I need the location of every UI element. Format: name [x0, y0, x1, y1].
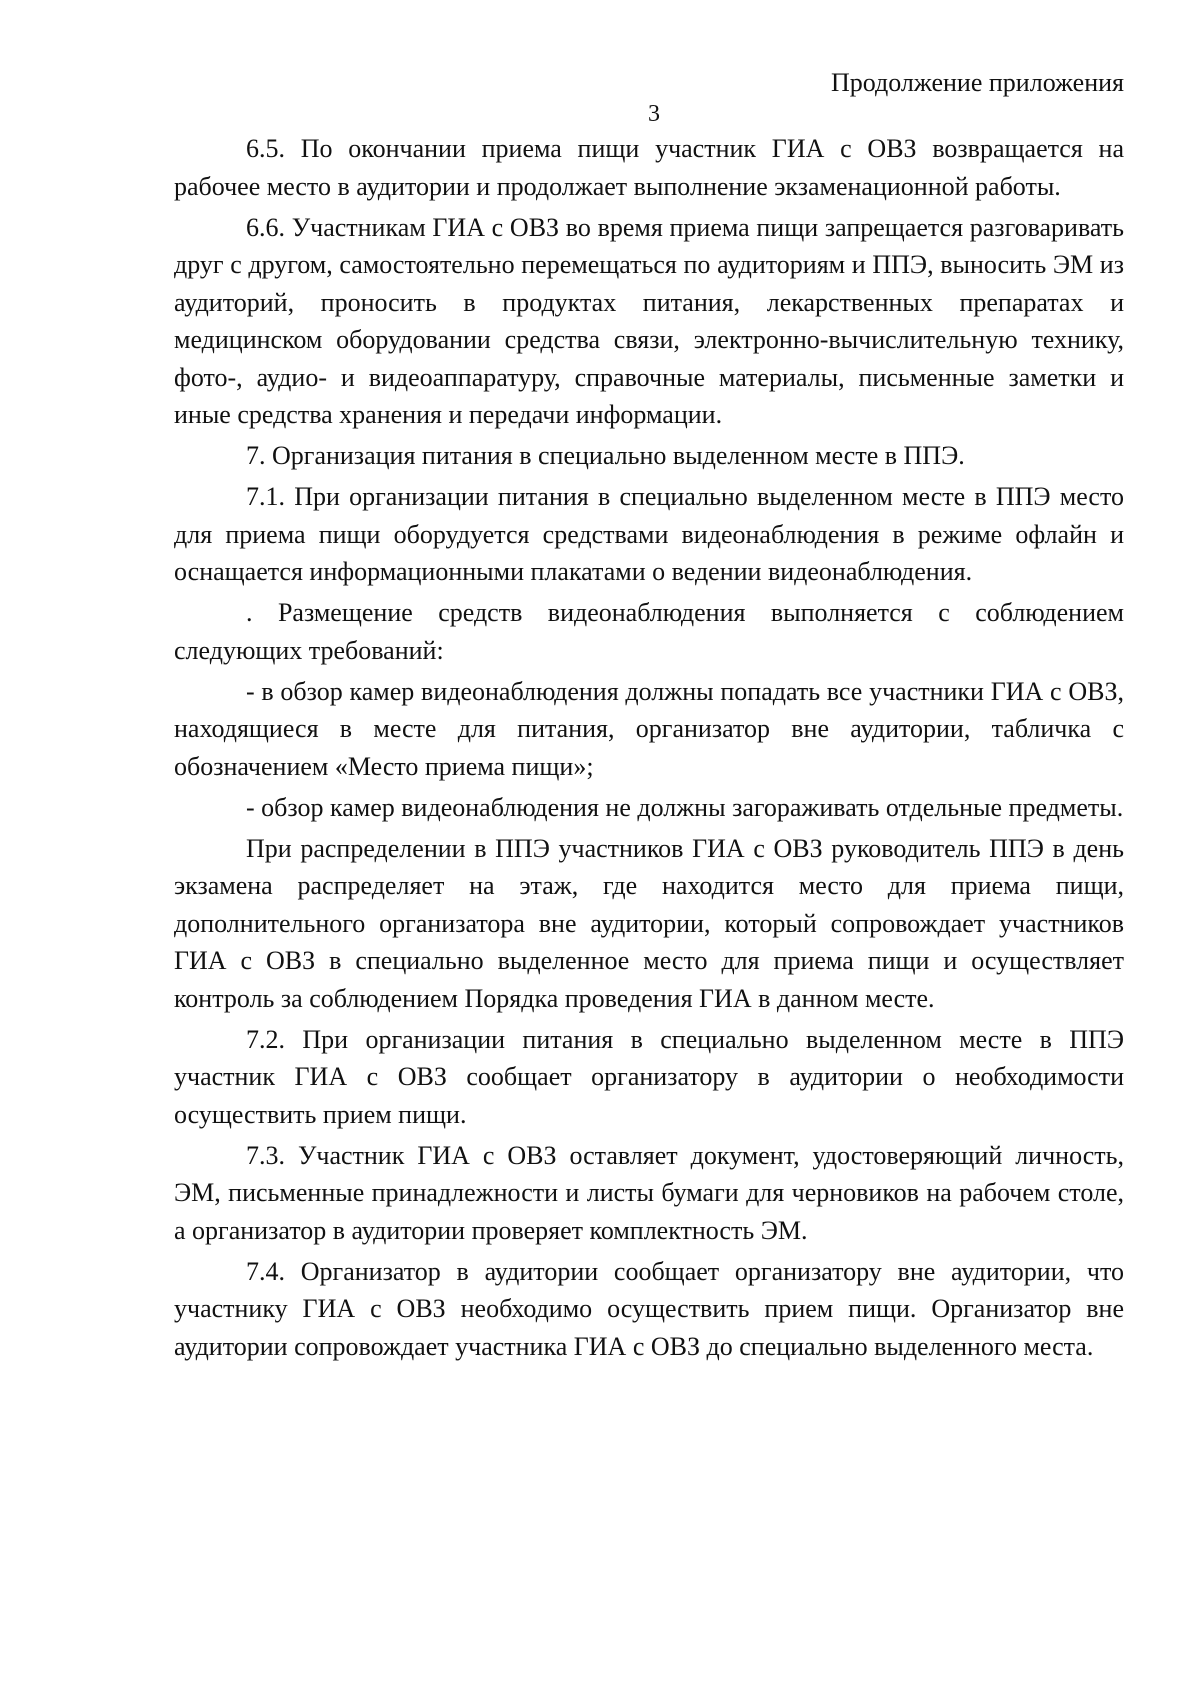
- section-7-heading: 7. Организация питания в специально выделенном месте в ППЭ.: [246, 441, 965, 470]
- paragraph-7-1: 7.1. При организации питания в специально выделенном месте в ППЭ место для приема пищи оборудуется средствами видеонаблюдения в режиме офлайн и оснащается информационными плакатами о ведении видеонаблюдения.: [174, 482, 1124, 586]
- paragraph-6-6: 6.6. Участникам ГИА с ОВЗ во время приема пищи запрещается разговаривать друг с другом, самостоятельно перемещаться по аудиториям и ППЭ, выносить ЭМ из аудиторий, проносить в продуктах питания, лекарственных препаратах и медицинском оборудовании средства связи, электронно-вычислительную технику, фото-, аудио- и видеоаппаратуру, справочные материалы, письменные заметки и иные средства хранения и передачи информации.: [174, 212, 1124, 429]
- paragraph-camera-placement: . Размещение средств видеонаблюдения выполняется с соблюдением следующих требований:: [174, 598, 1124, 665]
- paragraph-7-3: 7.3. Участник ГИА с ОВЗ оставляет документ, удостоверяющий личность, ЭМ, письменные принадлежности и листы бумаги для черновиков на рабочем столе, а организатор в аудитории проверяет комплектность ЭМ.: [174, 1140, 1124, 1245]
- page-number: 3: [648, 101, 660, 127]
- requirement-item-2: - обзор камер видеонаблюдения не должны загораживать отдельные предметы.: [246, 792, 1124, 822]
- requirement-item-1: - в обзор камер видеонаблюдения должны попадать все участники ГИА с ОВЗ, находящиеся в месте для питания, организатор вне аудитории, табличка с обозначением «Место приема пищи»;: [174, 676, 1124, 781]
- paragraph-6-5: 6.5. По окончании приема пищи участник ГИА с ОВЗ возвращается на рабочее место в аудитории и продолжает выполнение экзаменационной работы.: [174, 134, 1124, 201]
- paragraph-distribution: При распределении в ППЭ участников ГИА с ОВЗ руководитель ППЭ в день экзамена распределяет на этаж, где находится место для приема пищи, дополнительного организатора вне аудитории, который сопровождает участников ГИА с ОВЗ в специально выделенное место для приема пищи и осуществляет контроль за соблюдением Порядка проведения ГИА в данном месте.: [174, 833, 1124, 1013]
- document-body: [174, 130, 1124, 1365]
- document-page: [174, 66, 1124, 1369]
- paragraph-7-4: 7.4. Организатор в аудитории сообщает организатору вне аудитории, что участнику ГИА с ОВЗ необходимо осуществить прием пищи. Организатор вне аудитории сопровождает участника ГИА с ОВЗ до специально выделенного места.: [174, 1256, 1124, 1361]
- paragraph-7-2: 7.2. При организации питания в специально выделенном месте в ППЭ участник ГИА с ОВЗ сообщает организатору в аудитории о необходимости осуществить прием пищи.: [174, 1024, 1124, 1129]
- continuation-header: Продолжение приложения: [830, 68, 1124, 97]
